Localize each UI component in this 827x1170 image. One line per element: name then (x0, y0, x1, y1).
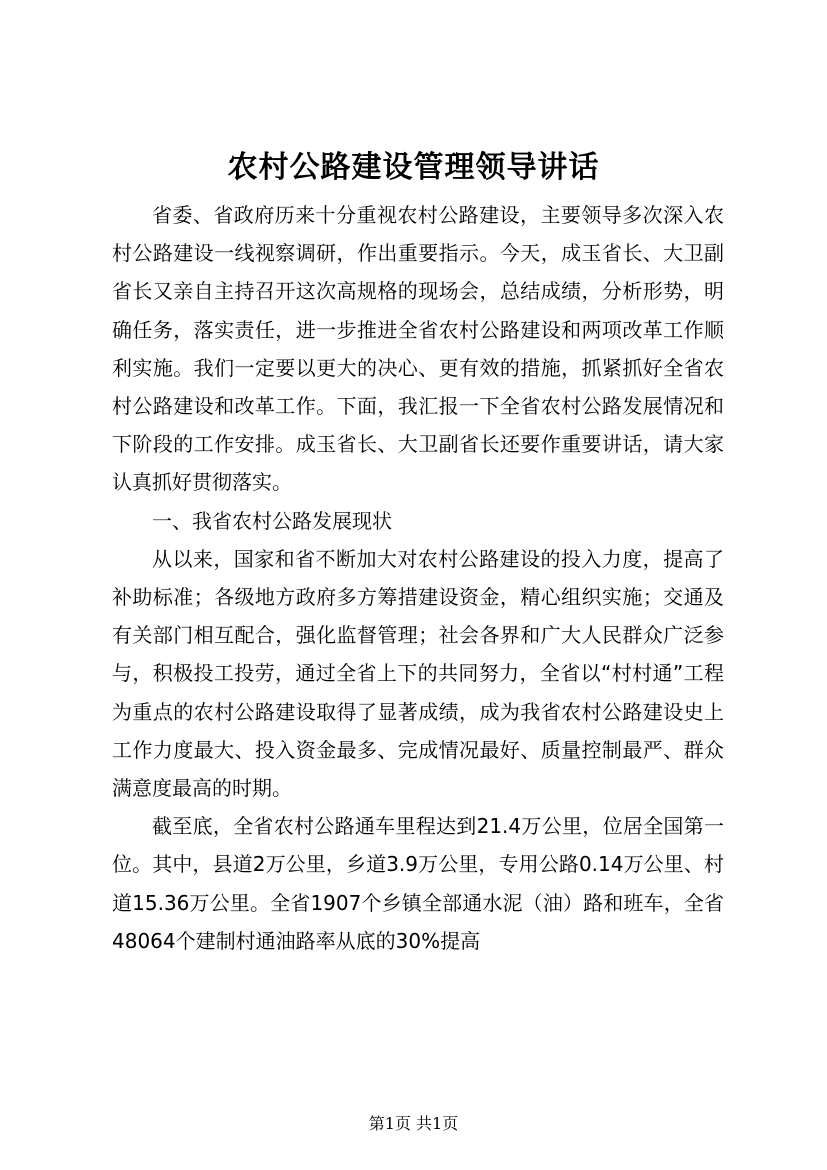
document-title: 农村公路建设管理领导讲话 (227, 150, 600, 185)
section-heading: 一、我省农村公路发展现状 (152, 508, 392, 533)
document-body (112, 196, 724, 960)
paragraph-development: 从以来，国家和省不断加大对农村公路建设的投入力度，提高了补助标准；各级地方政府多方筹措建设资金，精心组织实施；交通及有关部门相互配合，强化监督管理；社会各界和广大人民群众广泛参与，积极投工投劳，通过全省上下的共同努力，全省以“村村通”工程为重点的农村公路建设取得了显著成绩，成为我省农村公路建设史上工作力度最大、投入资金最多、完成情况最好、质量控制最严、群众满意度最高的时期。 (112, 546, 724, 801)
paragraph-statistics: 截至底，全省农村公路通车里程达到21.4万公里，位居全国第一位。其中，县道2万公里，乡道3.9万公里，专用公路0.14万公里、村道15.36万公里。全省1907个乡镇全部通水泥（油）路和班车，全省48064个建制村通油路率从底的30%提高 (112, 814, 724, 953)
page-footer: 第1页 共1页 (368, 1114, 459, 1133)
paragraph-intro: 省委、省政府历来十分重视农村公路建设，主要领导多次深入农村公路建设一线视察调研，作出重要指示。今天，成玉省长、大卫副省长又亲自主持召开这次高规格的现场会，总结成绩，分析形势，明确任务，落实责任，进一步推进全省农村公路建设和两项改革工作顺利实施。我们一定要以更大的决心、更有效的措施，抓紧抓好全省农村公路建设和改革工作。下面，我汇报一下全省农村公路发展情况和下阶段的工作安排。成玉省长、大卫副省长还要作重要讲话，请大家认真抓好贯彻落实。 (112, 203, 724, 495)
